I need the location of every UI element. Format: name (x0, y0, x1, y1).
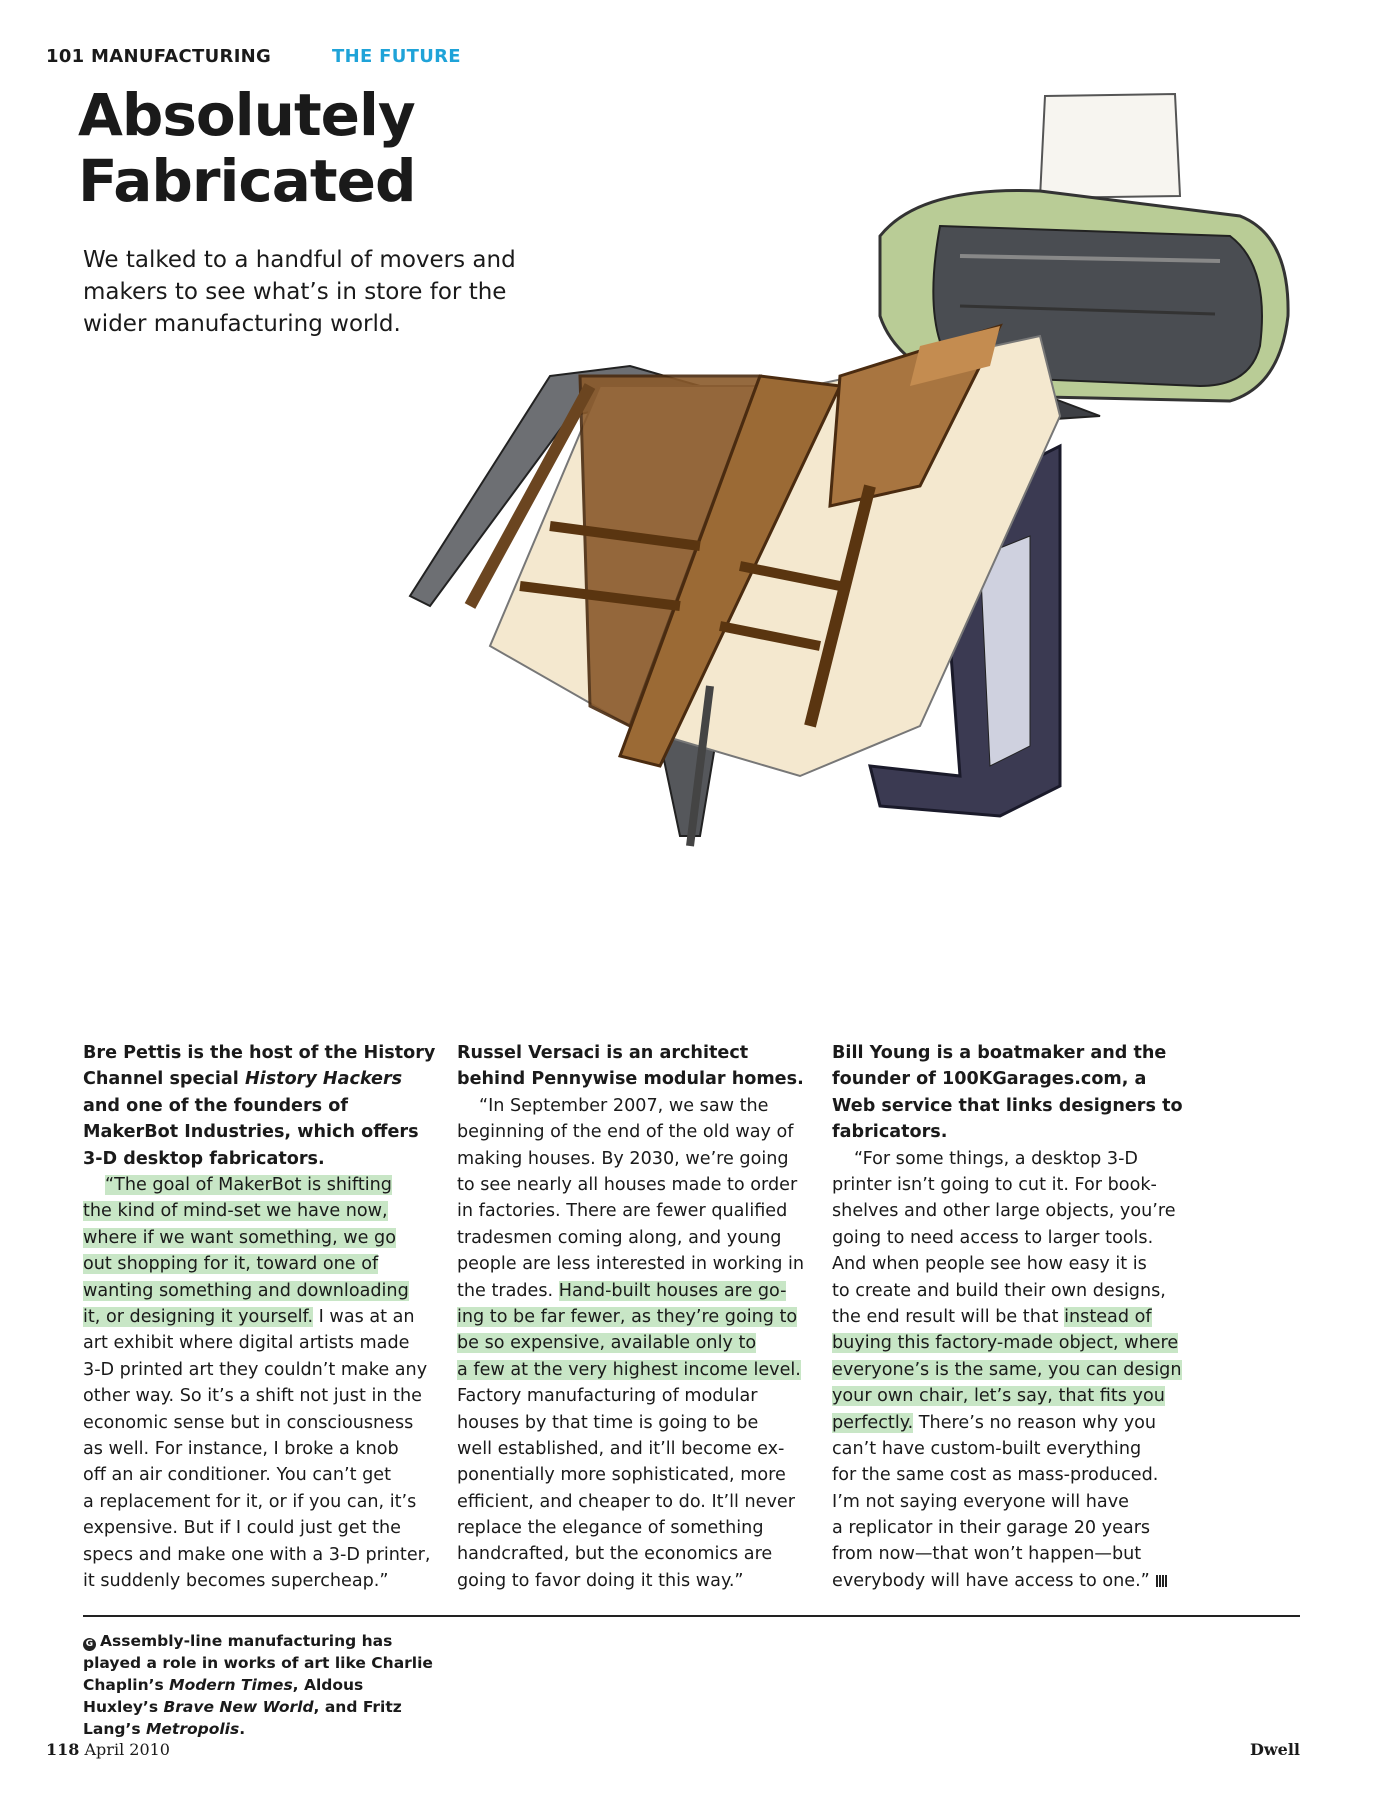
body-text: tradesmen coming along, and young (457, 1227, 782, 1248)
text-line (83, 1462, 443, 1488)
body-text: ponentially more sophisticated, more (457, 1465, 786, 1486)
text-line (832, 1410, 1192, 1436)
body-text: I’m not saying everyone will have (832, 1491, 1129, 1512)
body-text: efficient, and cheaper to do. It’ll never (457, 1491, 795, 1512)
caption-part: Assembly-line manufacturing has played a role in works of art like Charlie Chaplin’s (83, 1632, 433, 1694)
highlighted-text: buying this factory-made object, where (832, 1333, 1179, 1354)
text-line (457, 1093, 817, 1119)
body-text: other way. So it’s a shift not just in the (83, 1386, 422, 1407)
page-number: 118 (46, 1740, 80, 1759)
lead-intro (832, 1040, 1192, 1146)
text-line (832, 1198, 1192, 1224)
text-line (457, 1198, 817, 1224)
interview-column-pettis (83, 1040, 443, 1594)
text-line (832, 1251, 1192, 1277)
text-line (457, 1462, 817, 1488)
text-line (457, 1146, 817, 1172)
caption-part: , Aldous Huxley’s (83, 1676, 364, 1716)
body-text: There’s no reason why you (913, 1412, 1157, 1433)
quote-body (457, 1093, 817, 1594)
body-text: expensive. But if I could just get the (83, 1518, 402, 1539)
text-line (457, 1357, 817, 1383)
body-text: specs and make one with a 3-D printer, (83, 1544, 431, 1565)
body-text: houses by that time is going to be (457, 1412, 759, 1433)
highlighted-text: ing to be far fewer, as they’re going to (457, 1306, 798, 1327)
interview-column-versaci (457, 1040, 817, 1594)
body-text: printer isn’t going to cut it. For book- (832, 1175, 1157, 1196)
topic-label: THE FUTURE (332, 46, 461, 67)
quote-body (832, 1146, 1192, 1595)
text-line (457, 1172, 817, 1198)
body-text: off an air conditioner. You can’t get (83, 1465, 391, 1486)
printer-chair-illustration (400, 86, 1300, 976)
text-line (83, 1330, 443, 1356)
divider (83, 1615, 1300, 1617)
text-line (832, 1278, 1192, 1304)
body-text: a replicator in their garage 20 years (832, 1518, 1151, 1539)
highlighted-text: be so expensive, available only to (457, 1333, 757, 1354)
body-text: to see nearly all houses made to order (457, 1174, 798, 1195)
body-text: Factory manufacturing of modular (457, 1386, 758, 1407)
highlighted-text: wanting something and downloading (83, 1280, 409, 1301)
body-text: everybody will have access to one.” (832, 1570, 1150, 1591)
text-line (832, 1436, 1192, 1462)
text-line (832, 1304, 1192, 1330)
body-text: the trades. (457, 1280, 559, 1301)
highlighted-text: instead of (1064, 1306, 1152, 1327)
highlighted-text: your own chair, let’s say, that fits you (832, 1386, 1165, 1407)
text-line (457, 1251, 817, 1277)
text-line (832, 1172, 1192, 1198)
magazine-brand: Dwell (1250, 1740, 1300, 1759)
text-line (832, 1146, 1192, 1172)
body-text: a replacement for it, or if you can, it’s (83, 1491, 417, 1512)
section-label: 101 MANUFACTURING (46, 46, 272, 67)
body-text: replace the elegance of something (457, 1518, 764, 1539)
text-line (457, 1119, 817, 1145)
text-line (457, 1541, 817, 1567)
text-line (832, 1330, 1192, 1356)
body-text: making houses. By 2030, we’re going (457, 1148, 789, 1169)
text-line (832, 1489, 1192, 1515)
caption-part: . (239, 1720, 246, 1738)
text-line (83, 1436, 443, 1462)
text-line (457, 1330, 817, 1356)
body-text: art exhibit where digital artists made (83, 1333, 410, 1354)
body-text: people are less interested in working in (457, 1254, 805, 1275)
text-line (83, 1172, 443, 1198)
body-text: well established, and it’ll become ex- (457, 1438, 785, 1459)
highlighted-text: out shopping for it, toward one of (83, 1254, 379, 1275)
text-line (83, 1515, 443, 1541)
text-line (457, 1304, 817, 1330)
highlighted-text: a few at the very highest income level. (457, 1359, 801, 1380)
text-line (832, 1357, 1192, 1383)
lead-text: Bill Young is a boatmaker and the founder of 100KGarages.com, a Web service that links designers to fabricators. (832, 1043, 1183, 1143)
body-text: it suddenly becomes supercheap.” (83, 1570, 389, 1591)
text-line (457, 1436, 817, 1462)
work-title: Modern Times (169, 1676, 293, 1694)
bullet-icon: G (83, 1638, 96, 1651)
text-line (83, 1568, 443, 1594)
highlighted-text: the kind of mind-set we have now, (83, 1201, 388, 1222)
text-line (83, 1251, 443, 1277)
text-line (83, 1357, 443, 1383)
caption-part: , and Fritz Lang’s (83, 1698, 402, 1738)
text-line (83, 1225, 443, 1251)
quote-body (83, 1172, 443, 1594)
text-line (83, 1304, 443, 1330)
body-text: for the same cost as mass-produced. (832, 1465, 1159, 1486)
title-line: Fabricated (78, 147, 416, 215)
text-line (83, 1383, 443, 1409)
lead-text: and one of the founders of MakerBot Industries, which offers 3-D desktop fabricators. (83, 1095, 419, 1169)
body-text: handcrafted, but the economics are (457, 1544, 773, 1565)
text-line (457, 1278, 817, 1304)
highlighted-text: where if we want something, we go (83, 1227, 396, 1248)
text-line (832, 1515, 1192, 1541)
interview-column-young (832, 1040, 1192, 1594)
body-text: And when people see how easy it is (832, 1254, 1147, 1275)
body-text: “For some things, a desktop 3-D (854, 1148, 1138, 1169)
body-text: economic sense but in consciousness (83, 1412, 414, 1433)
dek: We talked to a handful of movers and makers to see what’s in store for the wider manufacturing world. (83, 247, 516, 337)
text-line (83, 1489, 443, 1515)
lead-intro (457, 1040, 817, 1093)
body-text: beginning of the end of the old way of (457, 1122, 794, 1143)
caption-text (83, 1632, 433, 1738)
body-text: going to favor doing it this way.” (457, 1570, 744, 1591)
body-text: to create and build their own designs, (832, 1280, 1166, 1301)
text-line (83, 1278, 443, 1304)
text-line (457, 1383, 817, 1409)
title-line: Absolutely (78, 81, 415, 149)
work-title: Brave New World (163, 1698, 314, 1716)
body-text: from now—that won’t happen—but (832, 1544, 1142, 1565)
text-line (832, 1541, 1192, 1567)
caption (83, 1630, 443, 1740)
body-text: 3-D printed art they couldn’t make any (83, 1359, 428, 1380)
text-line (83, 1198, 443, 1224)
text-line (457, 1515, 817, 1541)
text-line (832, 1462, 1192, 1488)
lead-text: Russel Versaci is an architect behind Pennywise modular homes. (457, 1043, 804, 1090)
work-title: Metropolis (145, 1720, 240, 1738)
highlighted-text: perfectly. (832, 1412, 914, 1433)
body-text: the end result will be that (832, 1306, 1065, 1327)
text-line (832, 1225, 1192, 1251)
lead-text: Bre Pettis is the host of the History Channel special (83, 1043, 436, 1090)
highlighted-text: it, or designing it yourself. (83, 1306, 314, 1327)
text-line (83, 1410, 443, 1436)
text-line (832, 1568, 1192, 1594)
body-text: as well. For instance, I broke a knob (83, 1438, 399, 1459)
body-text: I was at an (313, 1306, 415, 1327)
text-line (457, 1568, 817, 1594)
text-line (83, 1542, 443, 1568)
body-text: in factories. There are fewer qualified (457, 1201, 788, 1222)
text-line (457, 1410, 817, 1436)
text-line (457, 1225, 817, 1251)
show-title: History Hackers (244, 1069, 403, 1090)
body-text: going to need access to larger tools. (832, 1227, 1154, 1248)
page-footer (46, 1740, 170, 1759)
body-text: “In September 2007, we saw the (479, 1095, 769, 1116)
end-mark-icon (1156, 1575, 1168, 1587)
text-line (832, 1383, 1192, 1409)
lead-intro (83, 1040, 443, 1172)
highlighted-text: everyone’s is the same, you can design (832, 1359, 1182, 1380)
body-text: can’t have custom-built everything (832, 1438, 1142, 1459)
body-text: shelves and other large objects, you’re (832, 1201, 1176, 1222)
issue-date: April 2010 (84, 1740, 170, 1759)
text-line (457, 1489, 817, 1515)
highlighted-text: “The goal of MakerBot is shifting (105, 1175, 392, 1196)
highlighted-text: Hand-built houses are go- (558, 1280, 787, 1301)
page-title (78, 82, 415, 214)
